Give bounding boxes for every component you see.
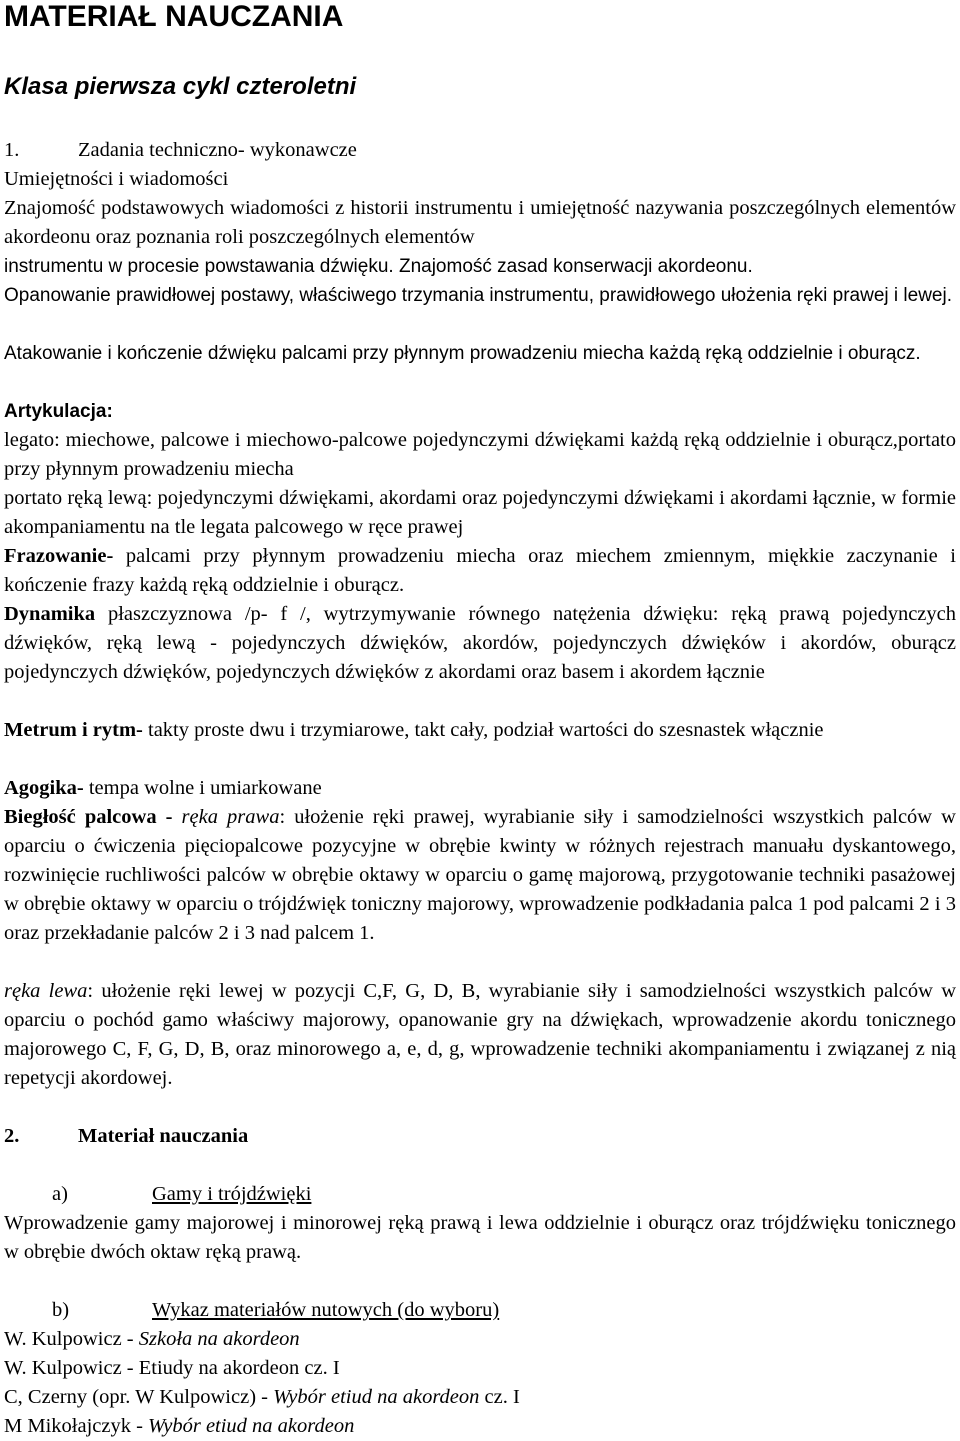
paragraph-bieglosc	[4, 803, 956, 948]
subsection-a-heading	[4, 1180, 956, 1209]
agogika-label: Agogika-	[4, 777, 84, 799]
page-title: MATERIAŁ NAUCZANIA	[4, 0, 344, 33]
subsection-b-title: Wykaz materiałów nutowych (do wyboru)	[152, 1299, 500, 1321]
paragraph-history-sans: instrumentu w procesie powstawania dźwięku. Znajomość zasad konserwacji akordeonu.	[4, 256, 753, 277]
section2-number: 2.	[4, 1125, 20, 1147]
metrum-label: Metrum i rytm-	[4, 719, 143, 741]
paragraph-posture: Opanowanie prawidłowej postawy, właściwego trzymania instrumentu, prawidłowego ułożenia ręki prawej i lewej.	[4, 285, 952, 306]
section1-number: 1.	[4, 139, 20, 161]
paragraph-legato: legato: miechowe, palcowe i miechowo-palcowe pojedynczymi dźwiękami każdą ręką oddzielnie i oburącz,portato przy płynnym prowadzeniu miecha	[4, 429, 956, 480]
dynamika-text: płaszczyznowa /p- f /, wytrzymywanie równego natężenia dźwięku: ręką prawą pojedynczych dźwięków, ręką lewą - pojedynczych dźwięków, akordów, pojedynczych dźwięków i akordów, oburącz pojedynczych dźwięków, pojedynczych dźwięków z akordami oraz basem i akordem łącznie	[4, 603, 956, 683]
section1-subheading: Umiejętności i wiadomości	[4, 168, 229, 190]
materials-list	[4, 1325, 956, 1441]
paragraph-agogika	[4, 774, 956, 803]
list-item: W. Kulpowicz - Etiudy na akordeon cz. I	[4, 1357, 340, 1379]
page-subtitle: Klasa pierwsza cykl czteroletni	[4, 73, 357, 100]
section2-heading	[4, 1122, 956, 1151]
subsection-b-marker: b)	[52, 1299, 70, 1321]
paragraph-attack: Atakowanie i kończenie dźwięku palcami przy płynnym prowadzeniu miecha każdą ręką oddzielnie i oburącz.	[4, 343, 921, 364]
artykulacja-label: Artykulacja:	[4, 401, 113, 422]
paragraph-portato: portato ręką lewą: pojedynczymi dźwiękami, akordami oraz pojedynczymi dźwiękami i akordami łącznie, w formie akompaniamentu na tle legata palcowego w ręce prawej	[4, 487, 956, 538]
metrum-text: takty proste dwu i trzymiarowe, takt cały, podział wartości do szesnastek włącznie	[142, 719, 824, 741]
subsection-a-marker: a)	[52, 1183, 68, 1205]
agogika-text: tempa wolne i umiarkowane	[83, 777, 322, 799]
paragraph-dynamika	[4, 600, 956, 687]
reka-prawa-label: ręka prawa	[181, 806, 280, 828]
dynamika-label: Dynamika	[4, 603, 96, 625]
paragraph-gamy: Wprowadzenie gamy majorowej i minorowej ręką prawą i lewa oddzielnie i oburącz oraz trójdźwięku tonicznego w obrębie dwóch oktaw ręką prawą.	[4, 1212, 956, 1263]
reka-prawa-text: : ułożenie ręki prawej, wyrabianie siły i samodzielności wszystkich palców w oparciu o ćwiczenia pięciopalcowe pozycyjne w obrębie kwinty w różnych rejestrach manuału dyskantowego, rozwinięcie ruchliwości palców w obrębie oktawy w oparciu o gamę majorową, przygotowanie techniki pasażowej w obrębie oktawy w oparciu o trójdźwięk toniczny majorowy, wprowadzenie podkładania palca 1 pod palcami 2 i 3 oraz przekładanie palców 2 i 3 nad palcem 1.	[4, 806, 956, 944]
section1-heading	[4, 136, 956, 165]
paragraph-frazowanie	[4, 542, 956, 600]
section2-title: Materiał nauczania	[78, 1125, 249, 1147]
bieglosc-label: Biegłość palcowa -	[4, 806, 173, 828]
section1-title: Zadania techniczno- wykonawcze	[78, 139, 357, 161]
subsection-a-title: Gamy i trójdźwięki	[152, 1183, 312, 1205]
paragraph-reka-lewa	[4, 977, 956, 1093]
frazowanie-label: Frazowanie-	[4, 545, 114, 567]
paragraph-history: Znajomość podstawowych wiadomości z historii instrumentu i umiejętność nazywania poszczególnych elementów akordeonu oraz poznania roli poszczególnych elementów	[4, 197, 956, 248]
reka-lewa-label: ręka lewa	[4, 980, 88, 1002]
frazowanie-text: palcami przy płynnym prowadzeniu miecha oraz miechem zmiennym, miękkie zaczynanie i kończenie frazy każdą ręką oddzielnie i oburącz.	[4, 545, 956, 596]
list-item: C, Czerny (opr. W Kulpowicz) - Wybór etiud na akordeon cz. I	[4, 1386, 520, 1408]
reka-lewa-text: : ułożenie ręki lewej w pozycji C,F, G, D, B, wyrabianie siły i samodzielności wszystkich palców w oparciu o pochód gamo właściwy majorowy, opanowanie gry na dźwiękach, wprowadzenie akordu tonicznego majorowego C, F, G, D, B, oraz minorowego a, e, d, g, wprowadzenie techniki akompaniamentu i związanej z nią repetycji akordowej.	[4, 980, 956, 1089]
paragraph-metrum	[4, 716, 956, 745]
list-item: W. Kulpowicz - Szkoła na akordeon	[4, 1328, 300, 1350]
list-item: M Mikołajczyk - Wybór etiud na akordeon	[4, 1415, 355, 1437]
subsection-b-heading	[4, 1296, 956, 1325]
